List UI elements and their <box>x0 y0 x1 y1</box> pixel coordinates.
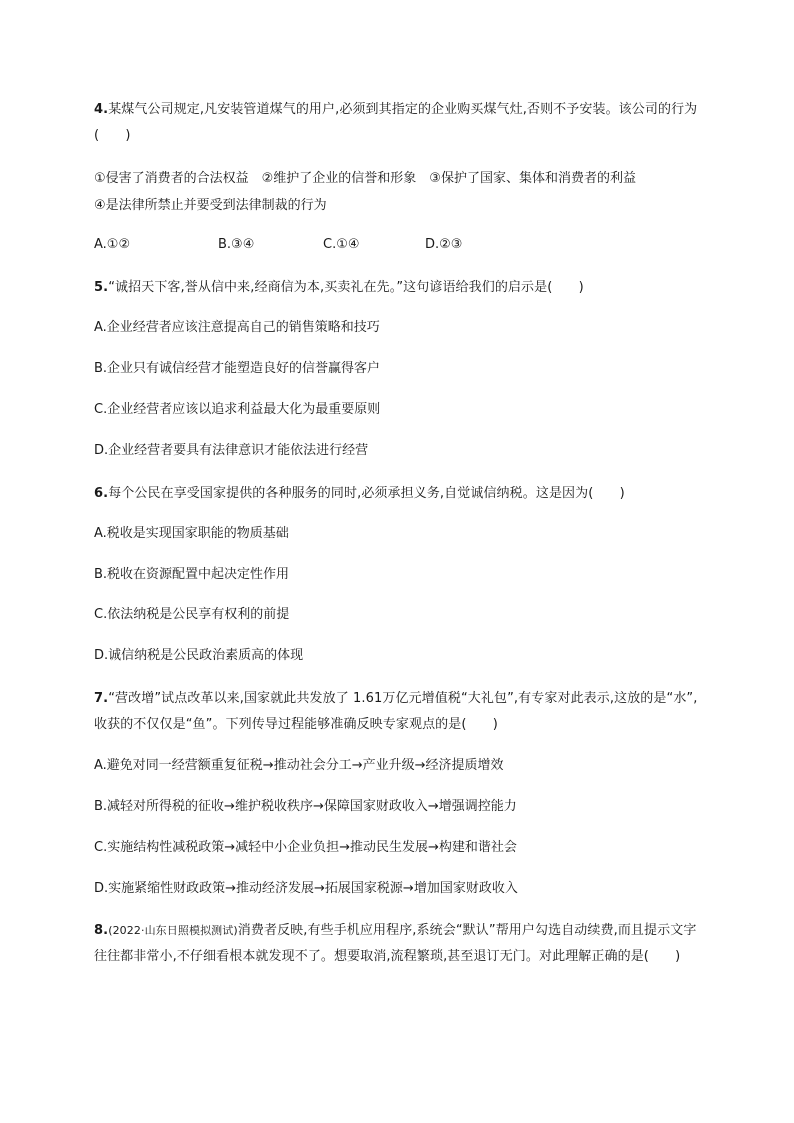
q4-statements-line2: ④是法律所禁止并要受到法律制裁的行为 <box>94 198 327 213</box>
question-source: (2022·山东日照模拟测试) <box>108 924 238 937</box>
option-a: A.税收是实现国家职能的物质基础 <box>94 526 289 541</box>
option-b: B.减轻对所得税的征收→维护税收秩序→保障国家财政收入→增强调控能力 <box>94 799 517 814</box>
question-number: 7. <box>94 691 109 706</box>
option-c: C.①④ <box>323 237 360 252</box>
question-number: 4. <box>94 102 109 117</box>
option-c: C.企业经营者应该以追求利益最大化为最重要原则 <box>94 402 381 417</box>
option-a: A.企业经营者应该注意提高自己的销售策略和技巧 <box>94 320 380 335</box>
question-5 <box>94 275 706 301</box>
question-stem: 消费者反映,有些手机应用程序,系统会“默认”帮用户勾选自动续费,而且提示文字往往都非常小,不仔细看根本就发现不了。想要取消,流程繁琐,甚至退订无门。对此理解正确的是( ) <box>94 923 697 964</box>
option-b: B.税收在资源配置中起决定性作用 <box>94 567 290 582</box>
option-d: D.企业经营者要具有法律意识才能依法进行经营 <box>94 443 369 458</box>
option-d: D.诚信纳税是公民政治素质高的体现 <box>94 648 304 663</box>
question-number: 6. <box>94 486 109 501</box>
question-stem: “诚招天下客,誉从信中来,经商信为本,买卖礼在先。”这句谚语给我们的启示是( ) <box>108 280 584 295</box>
question-stem: 每个公民在享受国家提供的各种服务的同时,必须承担义务,自觉诚信纳税。这是因为( ) <box>108 486 625 501</box>
option-c: C.依法纳税是公民享有权利的前提 <box>94 607 290 622</box>
option-d: D.实施紧缩性财政政策→推动经济发展→拓展国家税源→增加国家财政收入 <box>94 881 518 896</box>
question-4 <box>94 97 706 149</box>
question-number: 8. <box>94 923 109 938</box>
question-8 <box>94 918 706 970</box>
question-stem: “营改增”试点改革以来,国家就此共发放了 1.61万亿元增值税“大礼包”,有专家对此表示,这放的是“水”,收获的不仅仅是“鱼”。下列传导过程能够准确反映专家观点的是( ) <box>94 691 698 732</box>
question-stem: 某煤气公司规定,凡安装管道煤气的用户,必须到其指定的企业购买煤气灶,否则不予安装。该公司的行为( ) <box>94 102 698 143</box>
question-6 <box>94 481 706 507</box>
question-number: 5. <box>94 280 109 295</box>
q4-statements-line1: ①侵害了消费者的合法权益 ②维护了企业的信誉和形象 ③保护了国家、集体和消费者的利益 <box>94 171 636 186</box>
option-b: B.③④ <box>218 237 255 252</box>
option-c: C.实施结构性减税政策→减轻中小企业负担→推动民生发展→构建和谐社会 <box>94 840 517 855</box>
option-a: A.避免对同一经营额重复征税→推动社会分工→产业升级→经济提质增效 <box>94 758 504 773</box>
question-7 <box>94 686 706 738</box>
option-a: A.①② <box>94 237 131 252</box>
option-b: B.企业只有诚信经营才能塑造良好的信誉赢得客户 <box>94 361 381 376</box>
option-d: D.②③ <box>425 237 463 252</box>
